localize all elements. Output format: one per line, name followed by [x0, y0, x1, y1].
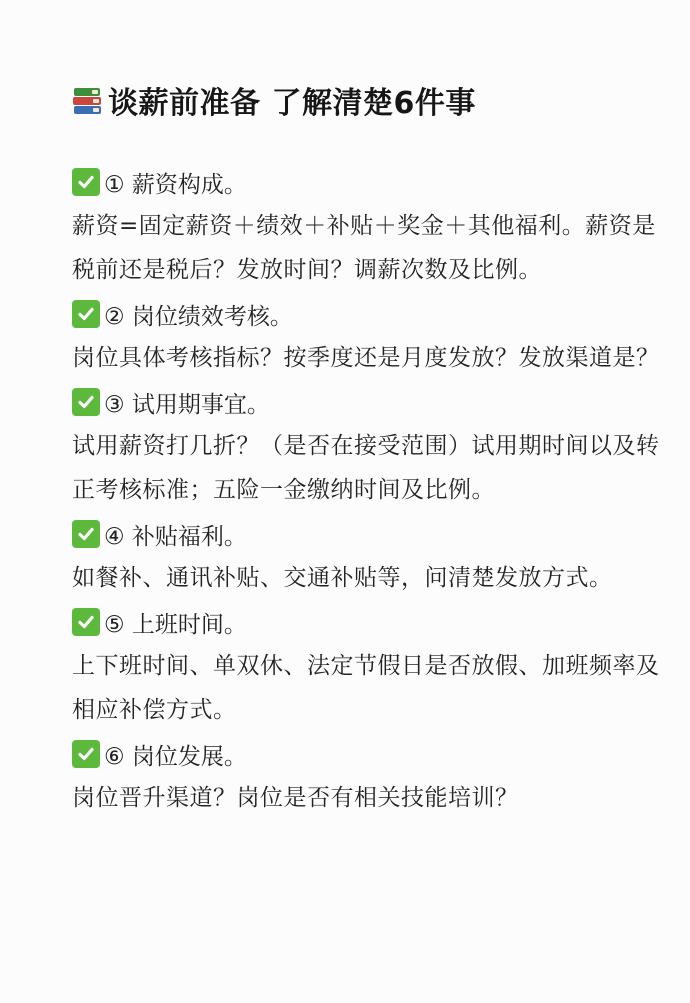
section-heading	[72, 512, 662, 556]
section-heading	[72, 292, 662, 336]
section-body: 岗位晋升渠道？岗位是否有相关技能培训？	[72, 785, 519, 811]
page-title-text: 谈薪前准备 了解清楚6件事	[108, 86, 476, 121]
section-heading	[72, 160, 662, 204]
section-body: 如餐补、通讯补贴、交通补贴等，问清楚发放方式。	[72, 565, 613, 591]
check-mark-icon	[72, 168, 100, 196]
section-body: 薪资=固定薪资＋绩效＋补贴＋奖金＋其他福利。薪资是税前还是税后？发放时间？调薪次数及比例。	[72, 213, 656, 283]
check-mark-icon	[72, 608, 100, 636]
check-mark-icon	[72, 520, 100, 548]
section-career-development	[72, 732, 662, 820]
check-mark-icon	[72, 300, 100, 328]
section-heading	[72, 600, 662, 644]
section-salary-structure	[72, 160, 662, 292]
check-mark-icon	[72, 388, 100, 416]
section-heading-text: ① 薪资构成。	[104, 171, 247, 198]
section-allowance-benefits	[72, 512, 662, 600]
check-mark-icon	[72, 740, 100, 768]
page-title	[72, 80, 476, 120]
section-probation	[72, 380, 662, 512]
section-heading-text: ② 岗位绩效考核。	[104, 303, 293, 330]
section-heading-text: ⑥ 岗位发展。	[104, 743, 247, 770]
section-working-hours	[72, 600, 662, 732]
section-heading-text: ⑤ 上班时间。	[104, 611, 247, 638]
section-heading-text: ③ 试用期事宜。	[104, 391, 270, 418]
section-heading	[72, 732, 662, 776]
section-performance-review	[72, 292, 662, 380]
section-body: 上下班时间、单双休、法定节假日是否放假、加班频率及相应补偿方式。	[72, 653, 660, 723]
section-heading	[72, 380, 662, 424]
content	[72, 160, 662, 820]
section-heading-text: ④ 补贴福利。	[104, 523, 247, 550]
section-body: 岗位具体考核指标？按季度还是月度发放？发放渠道是？	[72, 345, 660, 371]
books-icon	[72, 85, 104, 115]
section-body: 试用薪资打几折？（是否在接受范围）试用期时间以及转正考核标准；五险一金缴纳时间及比例。	[72, 433, 660, 503]
